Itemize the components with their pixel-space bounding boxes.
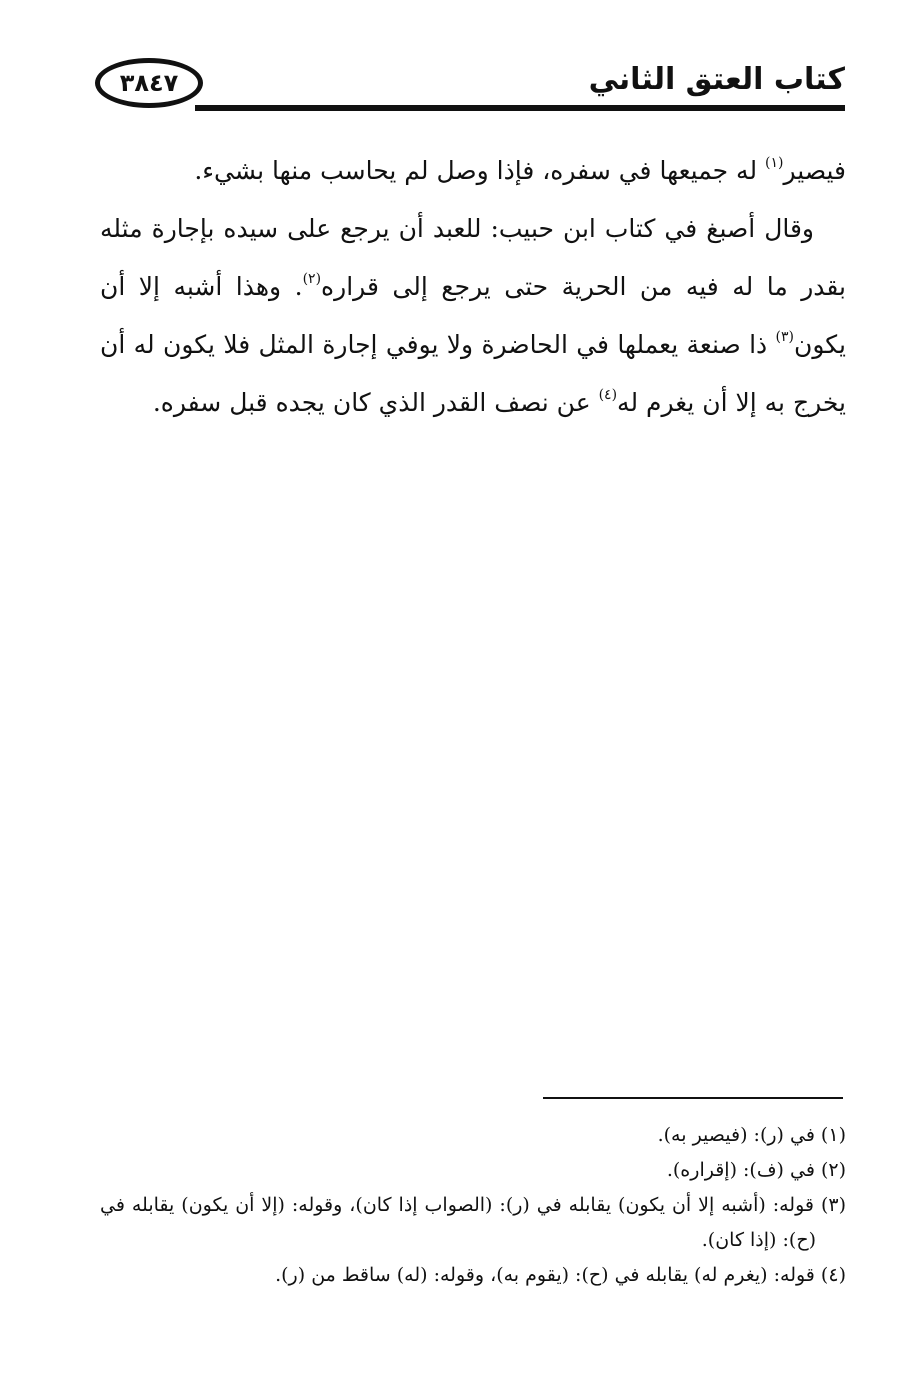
footnote-4: (٤) قوله: (يغرم له) يقابله في (ح): (يقوم به)، وقوله: (له) ساقط من (ر). bbox=[275, 1264, 846, 1286]
page-number: ٣٨٤٧ bbox=[95, 58, 203, 108]
footnote-2: (٢) في (ف): (إقراره). bbox=[666, 1159, 846, 1181]
paragraph-text: وقال أصبغ في كتاب ابن حبيب: للعبد أن يرجع على سيده بإجارة مثله بقدر ما له فيه من الحرية حتى يرجع إلى قراره bbox=[100, 214, 846, 301]
paragraph-1 bbox=[100, 142, 846, 200]
paragraph-text: عن نصف القدر الذي كان يجده قبل سفره. bbox=[152, 388, 599, 417]
header-rule bbox=[195, 105, 845, 111]
main-text bbox=[100, 142, 846, 432]
paragraph-text: ذا صنعة يعملها في الحاضرة ولا يوفي إجارة المثل فلا يكون له أن يخرج به إلا أن يغرم له bbox=[100, 330, 846, 417]
paragraph-text: له جميعها في سفره، فإذا وصل لم يحاسب منها بشيء. bbox=[194, 156, 766, 185]
running-title: كتاب العتق الثاني bbox=[588, 62, 845, 97]
footnote-ref-4: (٤) bbox=[598, 387, 618, 403]
footnote-3: (٣) قوله: (أشبه إلا أن يكون) يقابله في (ر): (الصواب إذا كان)، وقوله: (إلا أن يكون) يقابله في (ح): (إذا كان). bbox=[100, 1194, 846, 1251]
footnotes bbox=[100, 1118, 846, 1293]
footnote-ref-2: (٢) bbox=[302, 271, 322, 287]
paragraph-text: . وهذا أشبه إلا أن يكون bbox=[100, 272, 846, 359]
page-header bbox=[95, 52, 845, 122]
footnote-1: (١) في (ر): (فيصير به). bbox=[657, 1124, 846, 1146]
footnote-separator bbox=[543, 1097, 843, 1099]
footnote-ref-3: (٣) bbox=[775, 329, 794, 345]
footnote-ref-1: (١) bbox=[765, 155, 784, 171]
paragraph-text: فيصير bbox=[783, 156, 846, 185]
paragraph-2 bbox=[100, 200, 846, 432]
